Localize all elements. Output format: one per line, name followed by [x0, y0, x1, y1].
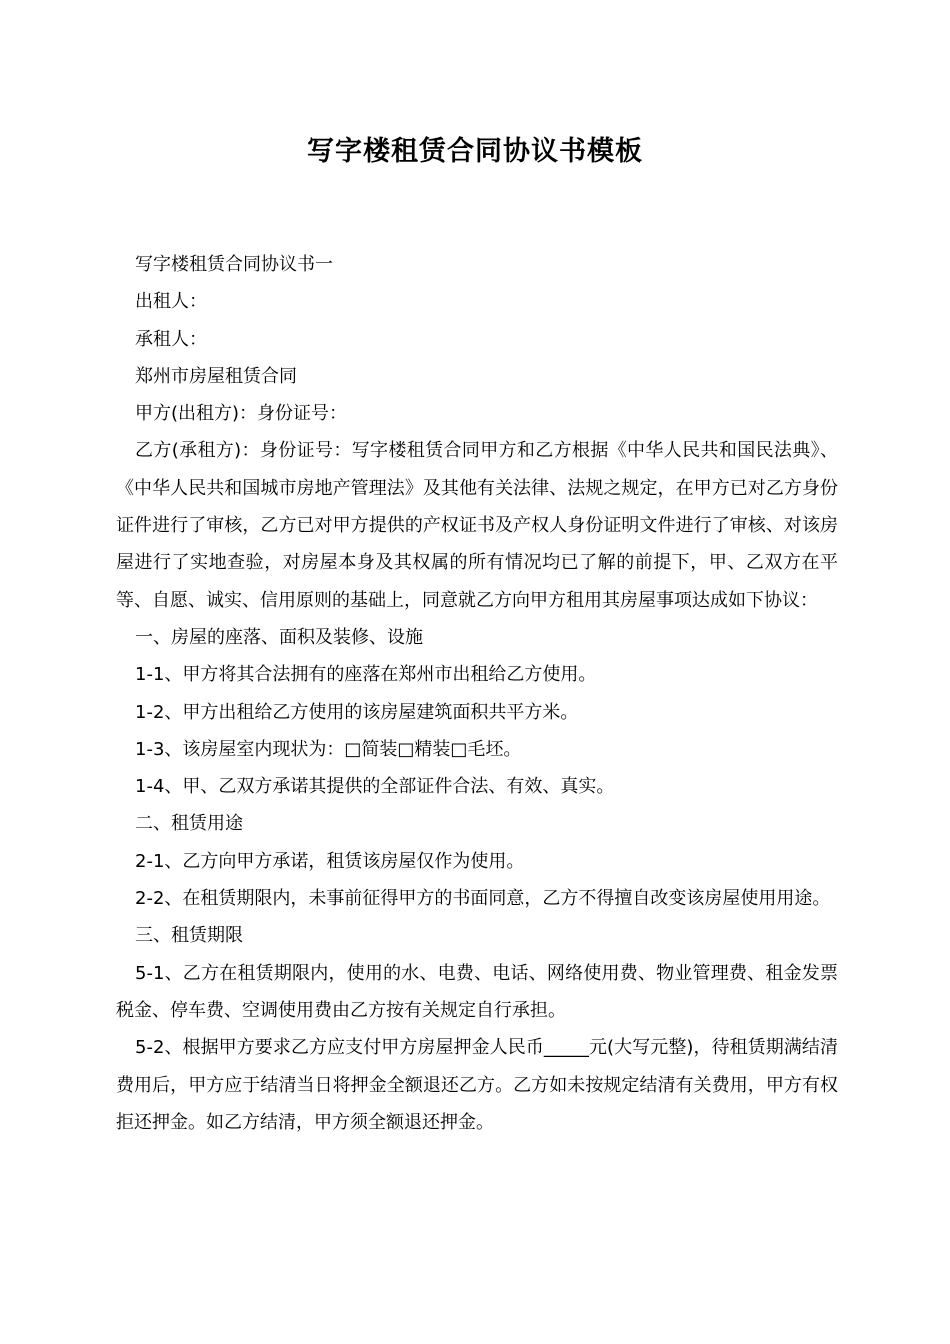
clause-1-1: 1-1、甲方将其合法拥有的座落在郑州市出租给乙方使用。 — [135, 664, 597, 686]
clause-5-2: 5-2、根据甲方要求乙方应支付甲方房屋押金人民币_____元(大写元整)，待租赁期满结清费用后，甲方应于结清当日将押金全额退还乙方。乙方如未按规定结清有关费用，甲方有权拒还押金。如乙方结清，甲方须全额退还押金。 — [116, 1037, 838, 1133]
clause-1-3: 1-3、该房屋室内现状为：□简装□精装□毛坯。 — [135, 738, 522, 760]
paragraph-contract-name: 郑州市房屋租赁合同 — [135, 365, 297, 387]
clause-5-1: 5-1、乙方在租赁期限内，使用的水、电费、电话、网络使用费、物业管理费、租金发票税金、停车费、空调使用费由乙方按有关规定自行承担。 — [116, 962, 838, 1021]
paragraph-party-a: 甲方(出租方)：身份证号： — [135, 403, 348, 425]
section-heading-usage: 二、租赁用途 — [135, 813, 243, 835]
clause-2-2: 2-2、在租赁期限内，未事前征得甲方的书面同意，乙方不得擅自改变该房屋使用用途。 — [135, 888, 831, 910]
paragraph-party-b-preamble: 乙方(承租方)：身份证号：写字楼租赁合同甲方和乙方根据《中华人民共和国民法典》、《中华人民共和国城市房地产管理法》及其他有关法律、法规之规定，在甲方已对乙方身份证件进行了审核，乙方已对甲方提供的产权证书及产权人身份证明文件进行了审核、对该房屋进行了实地查验，对房屋本身及其权属的所有情况均已了解的前提下，甲、乙双方在平等、自愿、诚实、信用原则的基础上，同意就乙方向甲方租用其房屋事项达成如下协议： — [116, 440, 838, 611]
clause-2-1: 2-1、乙方向甲方承诺，租赁该房屋仅作为使用。 — [135, 850, 525, 872]
clause-1-4: 1-4、甲、乙双方承诺其提供的全部证件合法、有效、真实。 — [135, 776, 615, 798]
document-title: 写字楼租赁合同协议书模板 — [307, 136, 643, 167]
clause-1-2: 1-2、甲方出租给乙方使用的该房屋建筑面积共平方米。 — [135, 701, 579, 723]
paragraph-contract-heading: 写字楼租赁合同协议书一 — [135, 254, 333, 275]
paragraph-lessor: 出租人： — [135, 291, 207, 313]
paragraph-lessee: 承租人： — [135, 328, 207, 350]
section-heading-term: 三、租赁期限 — [135, 925, 243, 947]
document-body — [116, 246, 838, 1141]
section-heading-premises: 一、房屋的座落、面积及装修、设施 — [135, 626, 423, 648]
